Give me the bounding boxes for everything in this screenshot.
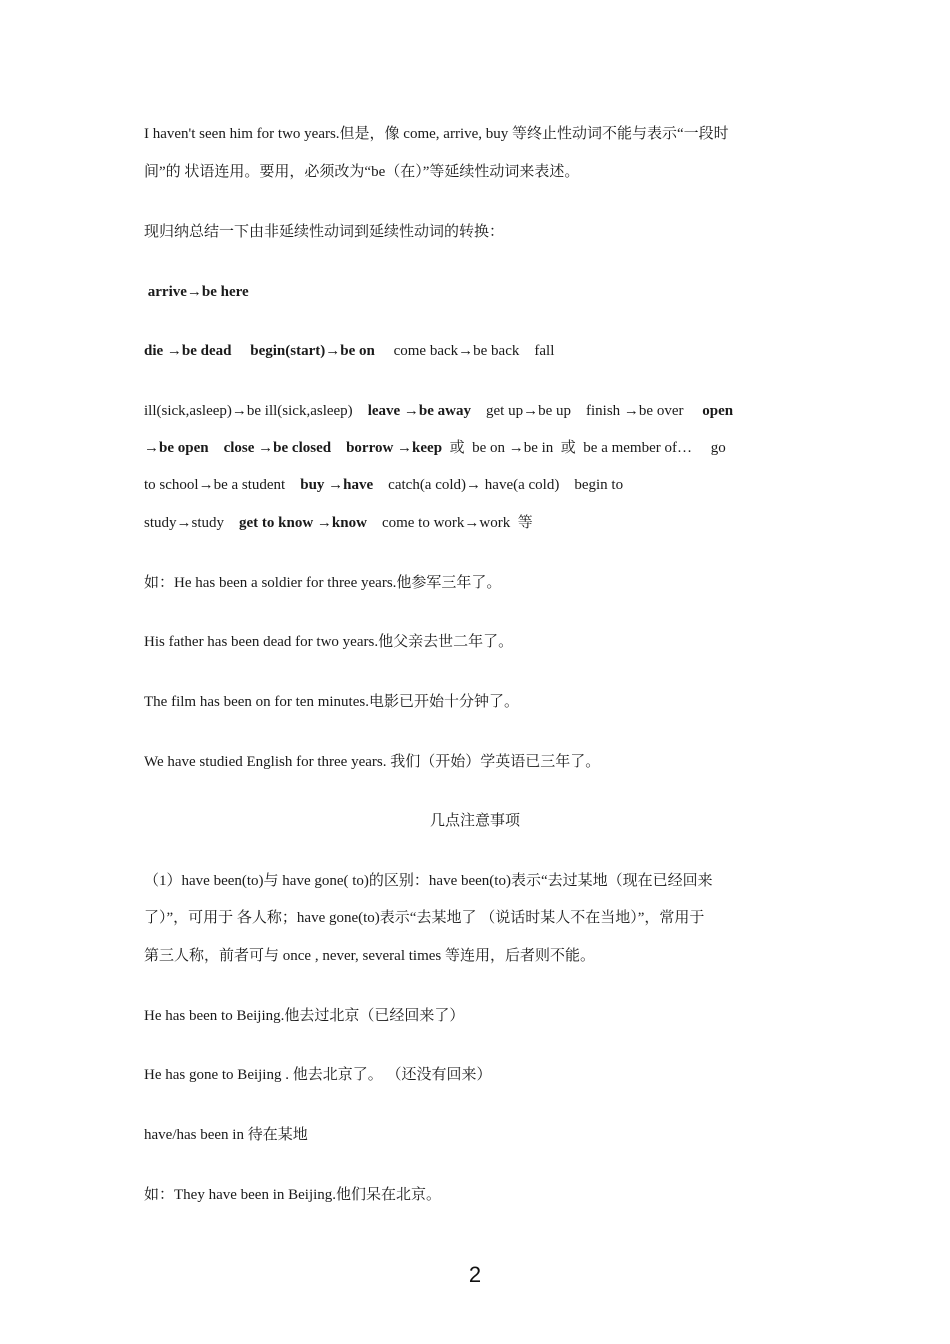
conversion-come-back: come back→be back (393, 343, 520, 359)
conversion-line (144, 438, 814, 458)
example-line: He has gone to Beijing . 他去北京了。 （还没有回来） (144, 1067, 492, 1083)
conversion-open-cont: →be open (144, 440, 209, 456)
conversion-line (144, 513, 814, 533)
conversion-ill: ill(sick,asleep)→be ill(sick,asleep) (144, 403, 353, 419)
conversion-line (144, 475, 814, 495)
example-line: have/has been in 待在某地 (144, 1127, 308, 1143)
conversion-come-to-work: come to work→work 等 (381, 515, 533, 531)
conversion-die: die →be dead (144, 343, 232, 359)
conversion-open: open (702, 403, 734, 419)
conversion-finish: finish →be over (586, 403, 684, 419)
note-line: 了）”，可用于 各人称；have gone(to)表示“去某地了 （说话时某人不在当地）”，常用于 (144, 910, 705, 926)
conversion-close: close →be closed (223, 440, 332, 456)
conversion-buy: buy →have (300, 477, 374, 493)
conversion-get-up: get up→be up (486, 403, 571, 419)
conversion-line (144, 341, 814, 361)
conversion-get-to-know: get to know →know (239, 515, 367, 531)
conversion-arrive: arrive→be here (144, 284, 249, 300)
paragraph-line: 间”的 状语连用。要用，必须改为“be（在）”等延续性动词来表述。 (144, 164, 580, 180)
summary-intro: 现归纳总结一下由非延续性动词到延续性动词的转换： (144, 224, 505, 240)
section-title: 几点注意事项 (429, 813, 520, 829)
paragraph-line: I haven't seen him for two years.但是，像 come, arrive, buy 等终止性动词不能与表示“一段时 (144, 126, 729, 142)
example-line: 如：He has been a soldier for three years.他参军三年了。 (144, 575, 502, 591)
conversion-fall: fall (534, 343, 555, 359)
example-line: We have studied English for three years. 我们（开始）学英语已三年了。 (144, 754, 601, 770)
page-number: 2 (468, 1262, 482, 1287)
example-line: He has been to Beijing.他去过北京（已经回来了） (144, 1008, 465, 1024)
conversion-or: 或 be on →be in 或 be a member of… (449, 440, 693, 456)
example-line: The film has been on for ten minutes.电影已开始十分钟了。 (144, 694, 519, 710)
conversion-line (144, 282, 814, 302)
conversion-go: go (710, 440, 726, 456)
conversion-go-cont: to school→be a student (144, 477, 286, 493)
note-line: （1）have been(to)与 have gone( to)的区别：have been(to)表示“去过某地（现在已经回来 (144, 873, 713, 889)
conversion-line (144, 401, 814, 421)
example-line: His father has been dead for two years.他父亲去世二年了。 (144, 634, 514, 650)
conversion-leave: leave →be away (367, 403, 472, 419)
conversion-begin-to-cont: study→study (144, 515, 225, 531)
example-line: 如：They have been in Beijing.他们呆在北京。 (144, 1187, 442, 1203)
note-line: 第三人称，前者可与 once , never, several times 等连用，后者则不能。 (144, 948, 595, 964)
conversion-catch: catch(a cold)→ have(a cold) (388, 477, 560, 493)
conversion-borrow: borrow →keep (346, 440, 443, 456)
conversion-begin: begin(start)→be on (250, 343, 375, 359)
conversion-begin-to: begin to (574, 477, 624, 493)
